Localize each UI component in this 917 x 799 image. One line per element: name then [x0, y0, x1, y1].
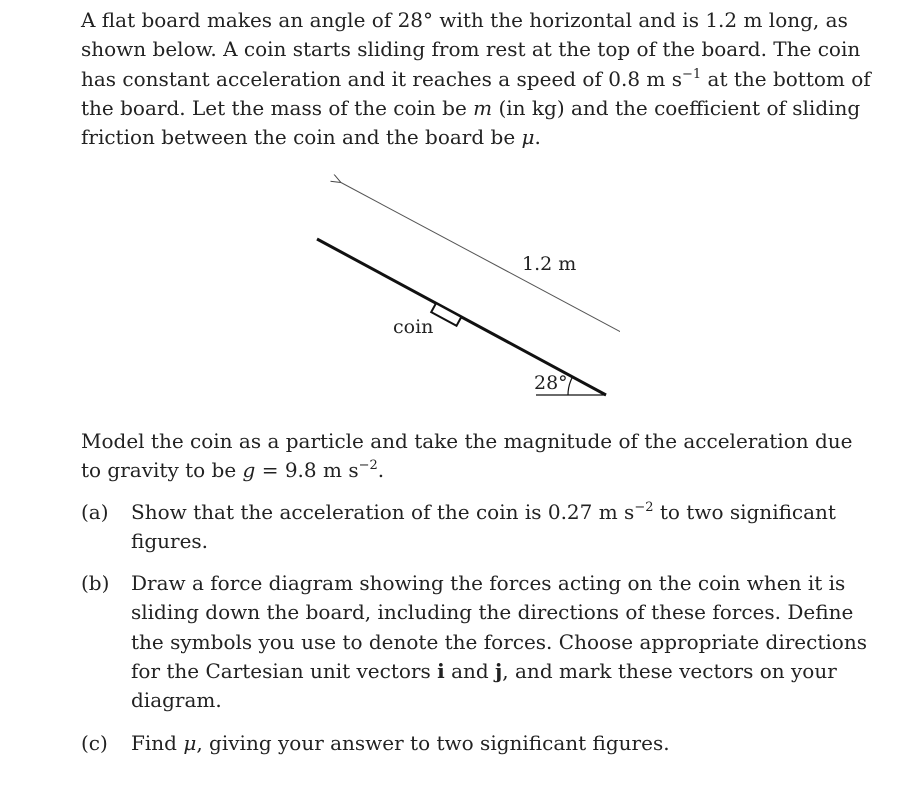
intro-text-4: . [534, 125, 541, 150]
mass-symbol: m [473, 95, 493, 120]
angle-label: 28° [534, 372, 568, 394]
part-c-text-2: , giving your answer to two significant figures. [196, 731, 670, 755]
intro-text-1: A flat board makes an angle of 28° with the horizontal and is 1.2 m long, as shown below. A coin starts sliding from rest at the top of the board. The coin has constant acceleration and it reaches a speed of 0.8 m s [81, 8, 861, 91]
i-vector-symbol: i [437, 658, 445, 683]
part-a-label: (a) [81, 500, 109, 524]
part-c-text [131, 729, 871, 758]
part-b-text-2: , and mark these vectors on your diagram. [131, 658, 837, 713]
model-text-2: = 9.8 m s [255, 458, 359, 483]
part-a-text [131, 498, 871, 557]
angle-arc [568, 377, 573, 395]
model-paragraph [81, 427, 871, 486]
part-c-text-1: Find [131, 731, 184, 755]
incline-diagram [300, 170, 620, 405]
intro-exponent: −1 [682, 66, 702, 82]
length-arrow [340, 182, 620, 339]
part-a-text-1: Show that the acceleration of the coin is 0.27 m s [131, 500, 635, 524]
coin-label: coin [393, 316, 434, 338]
part-c-mu-symbol: μ [183, 731, 197, 755]
g-symbol: g [242, 458, 256, 483]
mu-symbol: μ [521, 125, 535, 150]
coin-block [431, 303, 461, 326]
part-b-and: and [444, 658, 496, 683]
model-exponent: −2 [358, 458, 378, 474]
intro-text-2: at the bottom of the board. Let the mass of the coin be [81, 66, 871, 120]
part-b-text-1: Draw a force diagram showing the forces acting on the coin when it is sliding down the board, including the directions of these forces. Define the symbols you use to denote the forces. Choose appropriate directions for the Cartesian unit vectors [131, 571, 867, 683]
model-text-1: Model the coin as a particle and take the magnitude of the acceleration due to gravity to be [81, 429, 853, 483]
j-vector-symbol: j [495, 658, 503, 683]
intro-paragraph [81, 6, 871, 152]
intro-text-3: (in kg) and the coefficient of sliding friction between the coin and the board be [81, 95, 861, 150]
part-b-label: (b) [81, 571, 110, 595]
model-text-3: . [377, 458, 385, 483]
length-label: 1.2 m [522, 253, 577, 275]
part-b-text [131, 569, 871, 715]
part-a-exponent: −2 [634, 500, 654, 515]
part-a-text-2: to two significant figures. [131, 500, 836, 554]
part-c-label: (c) [81, 731, 108, 755]
